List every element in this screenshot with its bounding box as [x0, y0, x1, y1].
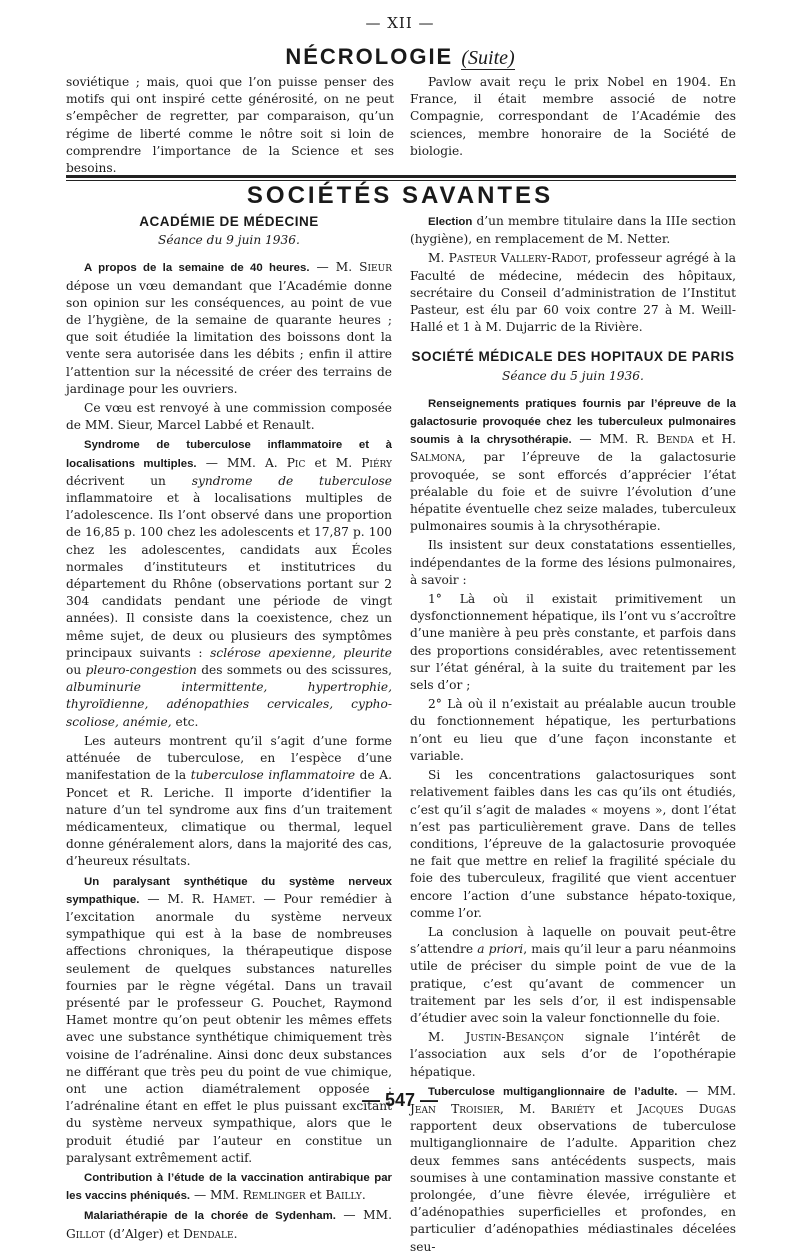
- article-semaine-40h: A propos de la semaine de 40 heures. — M. Sieur dépose un vœu demandant que l’Académie donne son opinion sur les conséquences, au point de vue de l’hygiène, de la semaine de quarante heures ; que soit étudiée la limitation des boissons dont la vente sera autorisée dans les débits ; enfin il attire l’attention sur la nécessité de créer des terrains de jardinage pour les ouvriers.: [66, 260, 392, 396]
- section-divider-thick: [66, 175, 736, 178]
- article-vaccination-antirabique: Contribution à l’étude de la vaccination antirabique par les vaccins phéniqués. — MM. Remlinger et Bailly.: [66, 1171, 392, 1203]
- necrologie-left-paragraph: soviétique ; mais, quoi que l’on puisse penser des motifs qui ont inspiré cette générosité, on ne peut s’empêcher de regretter, par comparaison, qu’un régime de liberté comme le nôtre soit si loin de comprendre l’importance de la Science et ses besoins.: [66, 75, 394, 176]
- necrologie-suite: (Suite): [461, 47, 515, 69]
- academie-seance: Séance du 9 juin 1936.: [158, 233, 300, 248]
- page-number: — 547 —: [361, 1090, 439, 1110]
- article-voeu-commission: Ce vœu est renvoyé à une commission composée de MM. Sieur, Marcel Labbé et Renault.: [66, 401, 392, 433]
- smhp-seance: Séance du 5 juin 1936.: [502, 368, 644, 383]
- necrologie-title: NÉCROLOGIE: [285, 44, 454, 69]
- smhp-title: SOCIÉTÉ MÉDICALE DES HOPITAUX DE PARIS: [411, 349, 735, 365]
- article-galactosurie: Renseignements pratiques fournis par l’épreuve de la galactosurie provoquée chez les tuberculeux pulmonaires soumis à la chrysothérapie. — MM. R. Benda et H. Salmona, par l’épreuve de la galactosurie provoquée, se sont efforcés d’apprécier l’état préalable du foie et de suivre l’évolution d’une hépatite éventuelle chez seize malades, tuberculeux pulmonaires soumis à la chrysothérapie.: [410, 397, 736, 534]
- article-forme-attenuee: Les auteurs montrent qu’il s’agit d’une forme atténuée de tuberculose, en l’espèce d’une manifestation de la tuberculose inflammatoire de A. Poncet et R. Leriche. Il importe d’identifier la nature d’un tel syndrome aux fins d’un traitement médicamenteux, climatique ou thermal, lequel donne généralement alors, dans la majorité des cas, d’heureux résultats.: [66, 733, 392, 869]
- section-divider-thin: [66, 180, 736, 181]
- article-constatation-1: 1° Là où il existait primitivement un dysfonctionnement hépatique, ils l’ont vu s’accroître d’une manière à peu près constante, et parfois dans des proportions considérables, avec retentissement sur l’état général, à la suite du traitement par les sels d’or ;: [410, 592, 736, 693]
- article-pasteur-vallery-radot: M. Pasteur Vallery-Radot, professeur agrégé à la Faculté de médecine, médecin des hôpitaux, secrétaire du Conseil d’administration de l’Institut Pasteur, est élu par 60 voix contre 27 à M. Weill-Hallé et 1 à M. Dujarric de la Rivière.: [410, 251, 736, 335]
- article-syndrome-tuberculose: Syndrome de tuberculose inflammatoire et à localisations multiples. — MM. A. Pic et M. Piéry décrivent un syndrome de tuberculose inflammatoire et à localisations multiples de l’adolescence. Ils l’ont observé dans une proportion de 16,85 p. 100 chez les adolescents et 17,87 p. 100 chez les adolescentes, candidats aux Écoles normales d’instituteurs et institutrices du département du Rhône (observations portant sur 2 304 candidats pendant une période de vingt années). Il consiste dans la coexistence, chez un même sujet, de deux ou plusieurs des symptômes principaux suivants : sclérose apexienne, pleurite ou pleuro-congestion des sommets ou des scissures, albuminurie intermittente, hypertrophie, thyroïdienne, adénopathies cervicales, cypho-scoliose, anémie, etc.: [66, 439, 393, 729]
- spacer: [410, 336, 736, 348]
- article-constatations: Ils insistent sur deux constatations essentielles, indépendantes de la forme des lésions pulmonaires, à savoir :: [410, 538, 736, 587]
- left-column: [66, 213, 392, 1243]
- article-constatation-2: 2° Là où il n’existait au préalable aucun trouble du fonctionnement hépatique, les perturbations n’ont eu lieu que d’une façon inconstante et variable.: [410, 697, 736, 763]
- academie-title: ACADÉMIE DE MÉDECINE: [139, 214, 319, 229]
- necrologie-right-paragraph: Pavlow avait reçu le prix Nobel en 1904. En France, il était membre associé de notre Compagnie, correspondant de l’Académie des sciences, membre honoraire de la Société de biologie.: [410, 75, 736, 158]
- societes-savantes-title: SOCIÉTÉS SAVANTES: [246, 182, 554, 209]
- necrologie-heading: [0, 44, 800, 70]
- article-malariatherapie: Malariathérapie de la chorée de Sydenham. — MM. Gillot (d’Alger) et Dendale.: [66, 1208, 392, 1241]
- article-election: Election d’un membre titulaire dans la IIIe section (hygiène), en remplacement de M. Netter.: [410, 214, 736, 247]
- article-tuberculose-multiganglionnaire: Tuberculose multiganglionnaire de l’adulte. — MM. Jean Troisier, M. Bariéty et Jacques Dugas rapportent deux observations de tuberculose multiganglionnaire de l’adulte. Apparition chez deux femmes sans antécédents suspects, mais soumises à une contamination massive constante et prolongée, d’une fièvre élevée, irrégulière et d’adénopathies superficielles et profondes, en particulier d’adénopathies médiastinales décelées seu-: [410, 1083, 736, 1254]
- article-paralysant-synthetique: Un paralysant synthétique du système nerveux sympathique. — M. R. Hamet. — Pour remédier à l’excitation anormale du système nerveux sympathique qui est à la base de nombreuses affections chroniques, la thérapeutique dispose seulement de quelques substances naturelles fournies par le règne végétal. Dans un travail présenté par le professeur G. Pouchet, Raymond Hamet montre qu’on peut obtenir les mêmes effets avec une substance synthétique chimiquement très voisine de l’adrénaline. Ainsi donc deux substances ne différant que très peu du point de vue chimique, ont une action diamétralement opposée : l’adrénaline étant en effet le plus puissant excitant du système nerveux sympathique, alors que le produit étudié par l’auteur en constitue un paralysant extrêmement actif.: [66, 875, 392, 1165]
- article-justin-besancon: M. Justin-Besançon signale l’intérêt de l’association aux sels d’or de l’opothérapie hépatique.: [410, 1030, 736, 1079]
- article-concentrations: Si les concentrations galactosuriques sont relativement faibles dans les cas qu’ils ont étudiés, c’est qu’il s’agit de malades « moyens », dont l’état n’est pas particulièrement grave. Dans de telles conditions, l’épreuve de la galactosurie provoquée ne fait que mettre en relief la fragilité spéciale du foie des tuberculeux, fragilité que vient accentuer encore l’action d’une substance hépato-toxique, comme l’or.: [410, 768, 736, 920]
- necrologie-left-column: [66, 74, 394, 177]
- article-conclusion: La conclusion à laquelle on pouvait peut-être s’attendre a priori, mais qu’il leur a paru néanmoins utile de préciser du simple point de vue de la pratique, c’est qu’avant de commencer un traitement par les sels d’or, il est indispensable d’étudier avec soin la valeur fonctionnelle du foie.: [410, 924, 736, 1025]
- necrologie-right-column: [410, 74, 736, 160]
- roman-page-number: — XII —: [365, 14, 435, 32]
